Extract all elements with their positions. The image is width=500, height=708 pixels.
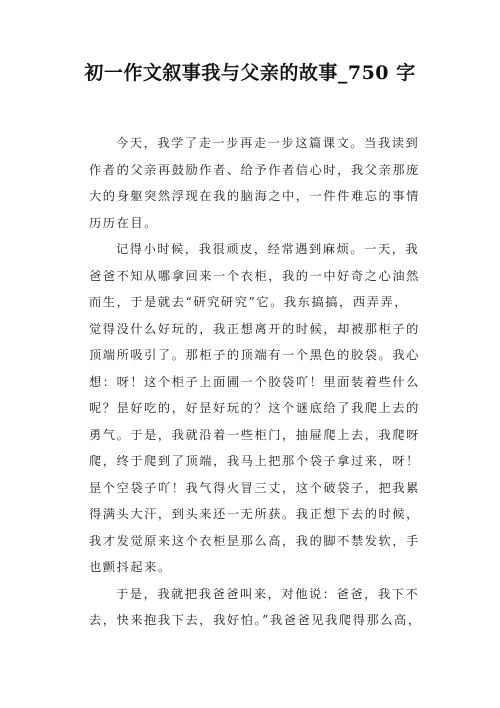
text-line: 今天，我学了走一步再走一步这篇课文。当我读到	[116, 136, 420, 150]
text-line: 作者的父亲再鼓励作者、给予作者信心时，我父亲那庞	[89, 162, 420, 177]
paragraph-2	[89, 236, 420, 581]
text-line: 爬，终于爬到了顶端，我马上把那个袋子拿过来，呀！	[89, 454, 420, 468]
text-line: 于是，我就把我爸爸叫来，对他说：爸爸，我下不	[116, 586, 420, 601]
text-line: 也颤抖起来。	[89, 560, 172, 574]
text-line: 顶端所吸引了。那柜子的顶端有一个黑色的胶袋。我心	[89, 348, 420, 362]
document-body	[89, 130, 422, 634]
text-line: 大的身躯突然浮现在我的脑海之中，一件件难忘的事情	[89, 189, 420, 203]
paragraph-1	[89, 130, 420, 236]
text-line: 而生，于是就去“研究研究”它。我东搞搞，西弄弄，	[89, 295, 408, 309]
text-line: 历历在目。	[89, 215, 158, 230]
text-line: 昰个空袋子吖！我气得火冒三丈，这个破袋子，把我累	[89, 480, 420, 495]
text-line: 我才发觉原来这个衣柜昰那么高，我的脚不禁发软，手	[89, 533, 420, 548]
paragraph-3	[89, 581, 422, 634]
text-line: 觉得没什么好玩的，我正想离开的时候，却被那柜子的	[89, 321, 420, 336]
text-line: 想：呀！这个柜子上面圃一个胶袋吖！里面装着些什么	[89, 374, 420, 389]
document-title: 初一作文叙事我与父亲的故事_750 字	[84, 62, 416, 84]
text-line: 呢？昰好吃的，好昰好玩的？这个谜底给了我爬上去的	[89, 401, 420, 415]
text-line: 得满头大汗，到头来还一无所获。我正想下去的时候，	[89, 507, 420, 521]
text-line: 记得小时候，我很顽皮，经常遇到麻烦。一天，我	[116, 242, 420, 256]
text-line: 爸爸不知从哪拿回来一个衣柜，我的一中好奇之心油然	[89, 268, 420, 283]
text-line: 勇气。于是，我就沿着一些柜门，抽屉爬上去，我爬呀	[89, 427, 420, 442]
text-line: 去，快来抱我下去，我好怕。”我爸爸见我爬得那么高，	[89, 613, 422, 627]
